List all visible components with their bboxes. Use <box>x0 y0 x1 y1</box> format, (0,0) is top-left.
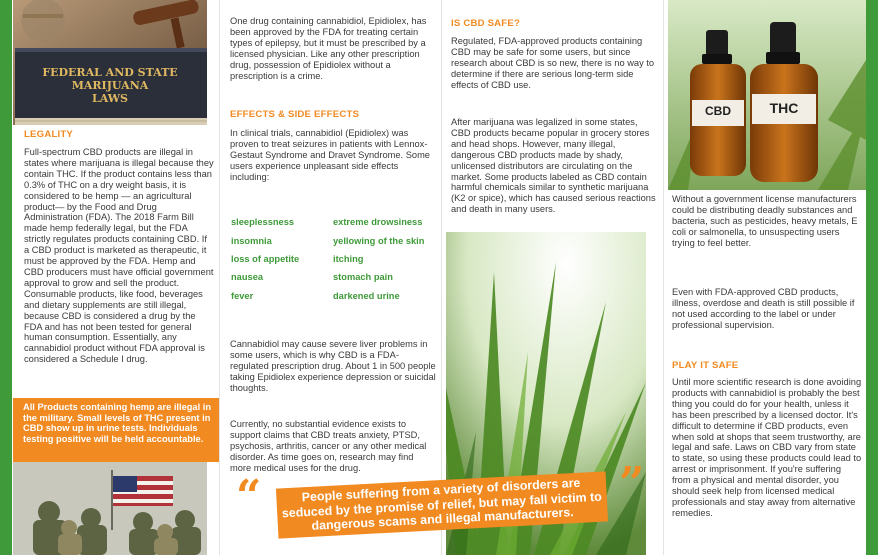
side-effect-item: extreme drowsiness <box>333 217 423 227</box>
cbd-thc-bottles-photo <box>668 0 866 190</box>
overdose-note: Even with FDA-approved CBD products, illness, overdose and death is still possible if not used according to the label or under professional supervision. <box>672 287 855 330</box>
law-book-line1: FEDERAL AND STATE <box>42 66 178 79</box>
side-effect-item: nausea <box>231 272 264 282</box>
effects-heading: EFFECTS & SIDE EFFECTS <box>230 109 360 120</box>
side-effect-item: itching <box>333 254 364 264</box>
side-effect-item: loss of appetite <box>231 254 300 264</box>
column-divider-3 <box>663 0 664 555</box>
license-body: Without a government license manufacturers could be distributing deadly substances and bacteria, such as pesticides, heavy metals, E coli or salmonella, to unsuspecting users trying to feel better. <box>672 194 858 248</box>
evidence-note: Currently, no substantial evidence exists to support claims that CBD treats anxiety, PTSD, psychosis, arthritis, cancer or any other medical disorder. As time goes on, research may find more medical uses for the drug. <box>230 419 427 473</box>
right-green-bar <box>866 0 878 555</box>
play-safe-heading: PLAY IT SAFE <box>672 360 739 371</box>
column-divider-1 <box>219 0 220 555</box>
liver-warning: Cannabidiol may cause severe liver problems in some users, which is why CBD is a FDA-regulated prescription drug. About 1 in 500 people taking Epidiolex experience depression or suicidal thoughts. <box>230 339 436 393</box>
side-effect-item: insomnia <box>231 236 272 246</box>
law-book-line3: LAWS <box>91 92 129 105</box>
legality-body: Full-spectrum CBD products are illegal in states where marijuana is illegal because they contain THC. If the product contains less than 0.3% of THC on a dry weight basis, it is considered to be hemp — an agricultural product— by the Food and Drug Administration (FDA). The 2018 Farm Bill made hemp federally legal, but the FDA strictly regulates products containing CBD. If a CBD product is marketed as therapeutic, it must be approved by the FDA. Hemp and CBD producers must have official government approval to grow and sell the product. Consumable products, like food, beverages and dietary supplements are still illegal, because CBD is considered a drug by the FDA and has not been tested for general human consumption. Essentially, any cannabidiol product without FDA approval is considered a Schedule I drug. <box>24 147 214 365</box>
side-effect-item: yellowing of the skin <box>333 236 425 246</box>
epidiolex-intro: One drug containing cannabidiol, Epidiolex, has been approved by the FDA for treating certain types of epilepsy, but it must be prescribed by a licensed physician. Like any other prescription drug, possession of Epidiolex without a prescription is a crime. <box>230 16 427 81</box>
left-green-bar <box>0 0 12 555</box>
play-safe-body: Until more scientific research is done avoiding products with cannabidiol is probably the best thing you could do for your health, unless it has been prescribed by a licensed doctor. It's difficult to determine if CBD products, even when sold at shops that seem trustworthy, are legal and safe. Laws on CBD vary from state to state, so using these products could lead to arrest or imprisonment. If you're suffering from a physical and mental disorder, you should seek help from licensed medical professionals and stay away from alternative remedies. <box>672 377 862 518</box>
legality-heading: LEGALITY <box>24 129 74 140</box>
cbd-bottle-label: CBD <box>705 104 731 118</box>
close-quote-icon: ” <box>619 458 645 509</box>
side-effect-item: fever <box>231 291 254 301</box>
safe-heading: IS CBD SAFE? <box>451 18 521 29</box>
soldiers-photo <box>13 462 207 555</box>
market-body: After marijuana was legalized in some states, CBD products became popular in grocery stores and head shops. However, many illegal, dangerous CBD products made by shady, unlicensed distributors are circulating on the market. Some products labeled as CBD contain harmful chemicals similar to synthetic marijuana (K2 or spice), which has caused serious reactions and death in many users. <box>451 117 656 215</box>
law-book-line2: MARIJUANA <box>71 79 149 92</box>
law-book-title <box>13 66 207 105</box>
safe-body: Regulated, FDA-approved products containing CBD may be safe for some users, but since research about CBD is so new, there is no way to determine if there are serious long-term side effects of CBD use. <box>451 36 655 90</box>
pull-quote-text: People suffering from a variety of disorders are seduced by the promise of relief, but may fall victim to dangerous scams and illegal manufacturers. <box>281 475 603 534</box>
side-effect-item: sleeplessness <box>231 217 295 227</box>
law-book-photo <box>13 0 207 125</box>
side-effect-item: stomach pain <box>333 272 393 282</box>
military-notice: All Products containing hemp are illegal in the military. Small levels of THC present in CBD show up in urine tests. Individuals testing positive will be held accountable. <box>13 398 219 462</box>
open-quote-icon: “ <box>236 471 262 522</box>
thc-bottle-label: THC <box>769 100 799 116</box>
effects-body: In clinical trials, cannabidiol (Epidiolex) was proven to treat seizures in patients with Lennox-Gestaut Syndrome and Dravet Syndrome. Some users experience unpleasant side effects including: <box>230 128 430 182</box>
column-divider-2 <box>441 0 442 555</box>
side-effect-item: darkened urine <box>333 291 400 301</box>
